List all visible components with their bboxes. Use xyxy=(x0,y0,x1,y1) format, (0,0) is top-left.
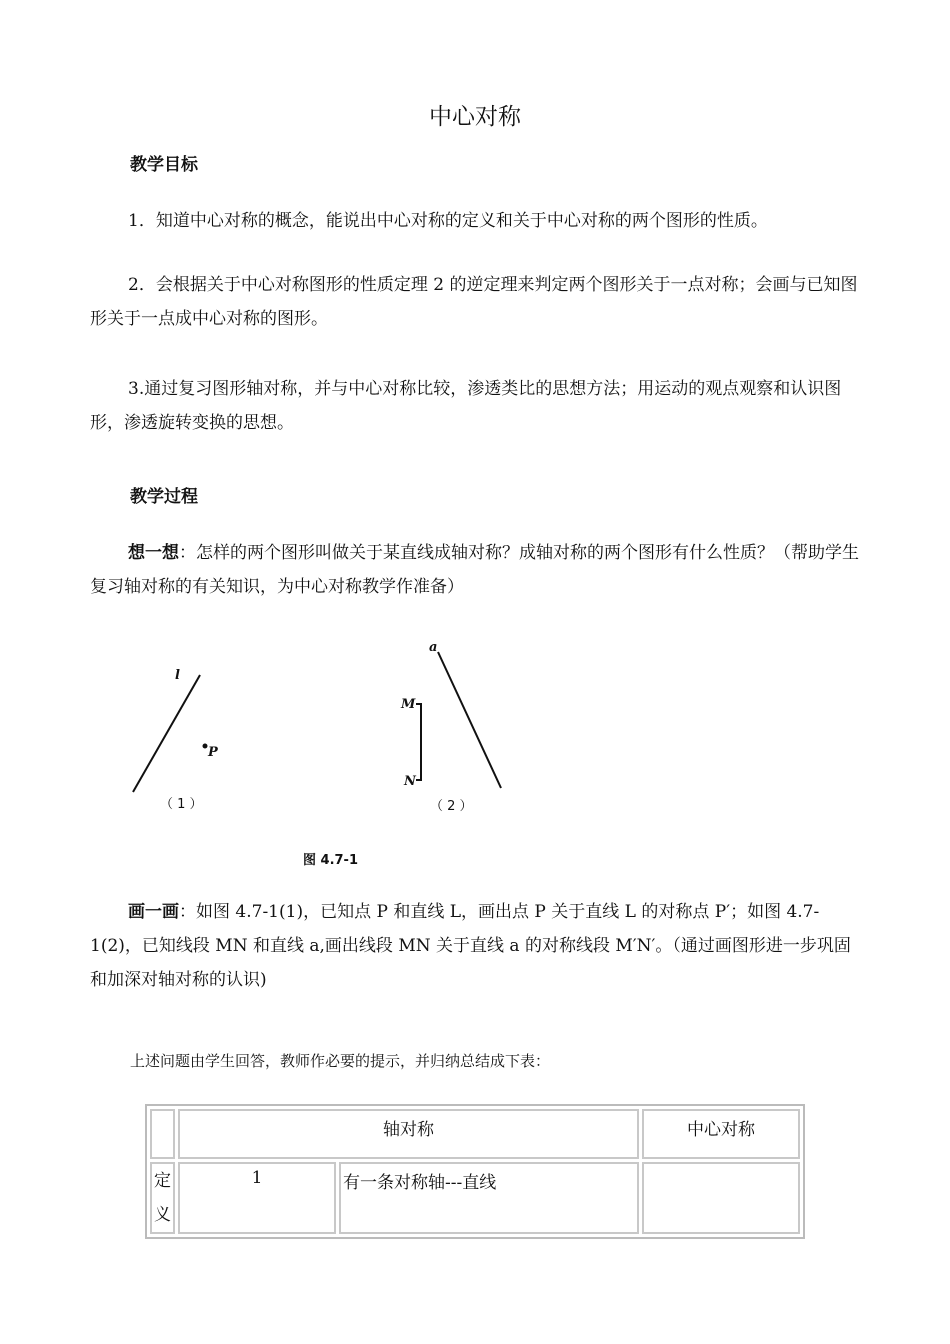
table-header-center: 中心对称 xyxy=(642,1109,800,1159)
label-m: M xyxy=(401,697,416,712)
objective-item-3: 3.通过复习图形轴对称，并与中心对称比较，渗透类比的思想方法；用运动的观点观察和认识图形，渗透旋转变换的思想。 xyxy=(90,379,842,433)
table-row-center-definition xyxy=(642,1162,800,1234)
figure-caption: 图 4.7-1 xyxy=(303,853,358,868)
row-label-char-2: 义 xyxy=(154,1205,171,1225)
summary-table xyxy=(145,1104,805,1239)
objective-item-2: 2．会根据关于中心对称图形的性质定理 2 的逆定理来判定两个图形关于一点对称；会画与已知图形关于一点成中心对称的图形。 xyxy=(90,275,858,329)
label-l: l xyxy=(175,668,180,683)
objectives-heading: 教学目标 xyxy=(130,155,198,175)
table-header-axis: 轴对称 xyxy=(178,1109,639,1159)
line-a xyxy=(438,652,501,788)
segment-mn xyxy=(416,704,421,780)
point-p xyxy=(203,744,208,749)
page-title: 中心对称 xyxy=(429,104,521,130)
table-corner-cell xyxy=(150,1109,175,1159)
table-row-axis-definition: 有一条对称轴---直线 xyxy=(339,1162,639,1234)
table-row-label xyxy=(150,1162,175,1234)
objective-item-1: 1．知道中心对称的概念，能说出中心对称的定义和关于中心对称的两个图形的性质。 xyxy=(128,211,768,231)
draw-text: ：如图 4.7-1(1)，已知点 P 和直线 L，画出点 P 关于直线 L 的对称点 P′；如图 4.7-1(2)，已知线段 MN 和直线 a,画出线段 MN 关于直线 a 的对称线段 M′N′。（通过画图形进一步巩固和加深对轴对称的认识) xyxy=(90,902,851,990)
summary-intro: 上述问题由学生回答，教师作必要的提示，并归纳总结成下表： xyxy=(130,1052,551,1070)
label-p: P xyxy=(208,745,218,760)
draw-paragraph xyxy=(90,895,860,997)
figure-4-7-1 xyxy=(100,630,540,870)
row-label-char-1: 定 xyxy=(154,1171,171,1191)
process-heading: 教学过程 xyxy=(130,487,198,507)
sub-caption-2: （ 2 ） xyxy=(430,799,473,814)
draw-label: 画一画 xyxy=(128,902,179,922)
table-row xyxy=(150,1162,800,1234)
figure-part-2 xyxy=(416,652,501,788)
think-text: ：怎样的两个图形叫做关于某直线成轴对称？成轴对称的两个图形有什么性质？（帮助学生复习轴对称的有关知识，为中心对称教学作准备） xyxy=(90,543,859,597)
figure-part-1 xyxy=(133,675,208,792)
label-a: a xyxy=(429,640,438,655)
sub-caption-1: （ 1 ） xyxy=(160,797,203,812)
line-l xyxy=(133,675,200,792)
think-paragraph xyxy=(90,536,860,604)
table-row-number: 1 xyxy=(178,1162,336,1234)
label-n: N xyxy=(404,774,416,789)
table-header-row xyxy=(150,1109,800,1159)
think-label: 想一想 xyxy=(128,543,179,563)
